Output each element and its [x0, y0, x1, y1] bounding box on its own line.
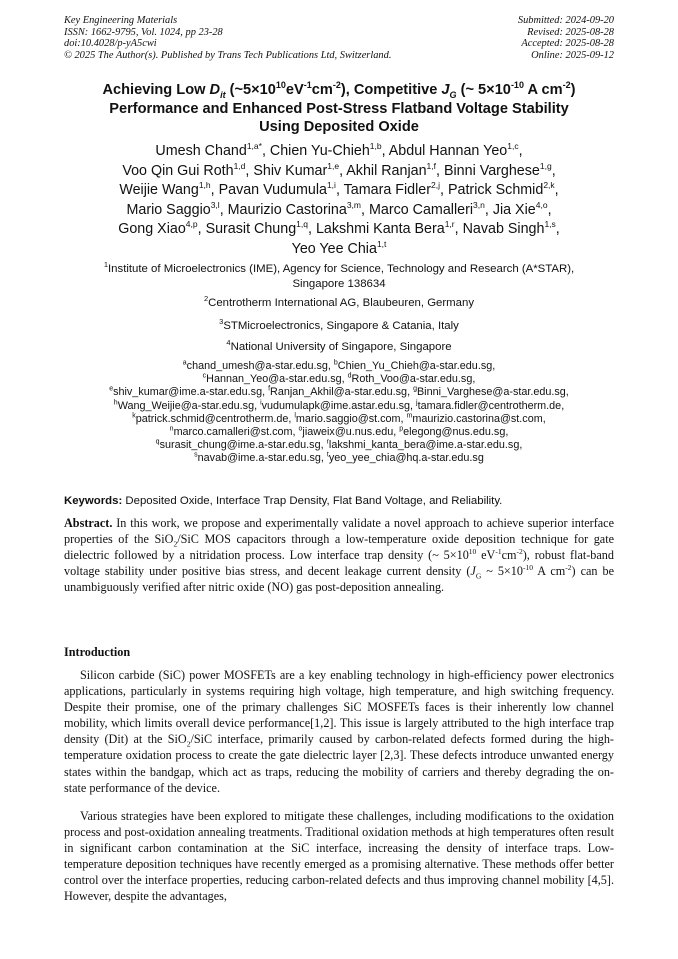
submitted-date: Submitted: 2024-09-20 — [517, 15, 614, 26]
author-name: Abdul Hannan Yeo — [388, 143, 508, 159]
author-name: Gong Xiao — [118, 221, 186, 238]
revised-date: Revised: 2025-08-28 — [527, 26, 614, 38]
author-affiliation-marker: 1,h — [198, 180, 211, 191]
abstract: Abstract. In this work, we propose and experimentally validate a novel approach to achieve superior interface properties of the SiO$_2$/SiC MOS capacitors through a low-temperature oxide deposition technique for gate dielectric followed by a nitridation process. Low interface trap density (~ $5\times 10^{10}$ $eV^{-1}cm^{-2}$), robust flat-band voltage stability under positive bias stress, and decent leakage current density ($J_G$ ~ $5\times 10^{-10}$ A $cm^{-2}$) can be unambiguously verified after nitric oxide (NO) gas post-deposition annealing. — [64, 516, 614, 595]
journal-issn: ISSN: 1662-9795, Vol. 1024, pp 23-28 — [64, 26, 223, 38]
email-line: $^e$shiv_kumar@ime.a-star.edu.sg, $^f$Ranjan_Akhil@a-star.edu.sg, $^g$Binni_Varghese@a-star.edu.sg, — [109, 385, 569, 399]
email-address[interactable]: mario.saggio@st.com — [295, 412, 401, 425]
email-address[interactable]: elegong@nus.edu.sg — [403, 426, 506, 439]
affiliation-1: $^1$Institute of Microelectronics (IME), Agency for Science, Technology and Research (A*STAR), Singapore 138634 — [103, 260, 575, 290]
email-address[interactable]: tamara.fidler@centrotherm.de — [417, 399, 562, 412]
title-line-2: Performance and Enhanced Post-Stress Flatband Voltage Stability — [109, 100, 569, 117]
email-line: $^k$patrick.schmid@centrotherm.de, $^l$mario.saggio@st.com, $^m$maurizio.castorina@st.com, — [132, 412, 546, 425]
journal-doi[interactable]: doi:10.4028/p-yA5cwi — [64, 38, 157, 50]
email-address[interactable]: lakshmi_kanta_bera@ime.a-star.edu.sg — [328, 439, 520, 452]
author-line — [40, 240, 638, 260]
email-address[interactable]: Binni_Varghese@a-star.edu.sg — [416, 386, 566, 399]
author-name: Akhil Ranjan — [346, 162, 427, 179]
author-name: Umesh Chand — [155, 143, 247, 159]
author-name: Tamara Fidler — [343, 182, 432, 199]
author-line: Umesh Chand$^{1,a*}$, Chien Yu-Chieh$^{1,b}$, Abdul Hannan Yeo$^{1,c}$, — [155, 141, 523, 159]
author-affiliation-marker: 2,j — [431, 180, 441, 191]
author-name: Weijie Wang — [119, 182, 199, 199]
email-address[interactable]: patrick.schmid@centrotherm.de — [135, 412, 289, 425]
author-affiliation-marker: 1,s — [544, 219, 556, 230]
author-affiliation-marker: 4,o — [535, 200, 548, 211]
email-line: $^n$marco.camalleri@st.com, $^o$jiaweix@u.nus.edu, $^p$elegong@nus.edu.sg, — [169, 425, 509, 439]
author-affiliation-marker: 1,e — [327, 160, 340, 171]
email-address[interactable]: Roth_Voo@a-star.edu.sg — [351, 373, 473, 386]
email-address[interactable]: Ranjan_Akhil@a-star.edu.sg — [270, 386, 408, 399]
author-name: Yeo Yee Chia — [291, 240, 377, 257]
paper-title — [60, 81, 618, 137]
dates-header — [518, 15, 614, 61]
author-affiliation-marker: 1,d — [233, 160, 246, 171]
abstract-label: Abstract. — [64, 516, 113, 530]
copyright-notice: © 2025 The Author(s). Published by Trans Tech Publications Ltd, Switzerland. — [64, 49, 392, 61]
author-name: Chien Yu-Chieh — [269, 143, 370, 159]
author-affiliation-marker: 1,g — [539, 160, 552, 171]
author-name: Jia Xie — [492, 201, 536, 218]
email-address[interactable]: chand_umesh@a-star.edu.sg — [186, 360, 328, 372]
author-name: Marco Camalleri — [368, 201, 474, 218]
author-affiliation-marker: 1,a* — [246, 141, 262, 152]
affiliation-2: $^2$Centrotherm International AG, Blaubeuren, Germany — [203, 294, 475, 309]
keywords — [64, 494, 614, 508]
email-address[interactable]: shiv_kumar@ime.a-star.edu.sg — [113, 386, 263, 399]
author-name: Patrick Schmid — [447, 182, 544, 199]
email-line: $^c$Hannan_Yeo@a-star.edu.sg, $^d$Roth_Voo@a-star.edu.sg, — [202, 372, 476, 386]
email-line: $^s$navab@ime.a-star.edu.sg, $^t$yeo_yee_chia@hq.a-star.edu.sg — [194, 451, 484, 465]
email-address[interactable]: jiaweix@u.nus.edu — [302, 426, 394, 439]
email-address[interactable]: marco.camalleri@st.com — [173, 426, 293, 439]
keywords-text: Deposited Oxide, Interface Trap Density, Flat Band Voltage, and Reliability. — [122, 495, 503, 507]
author-name: Binni Varghese — [443, 162, 540, 179]
author-name: Pavan Vudumula — [218, 182, 327, 199]
journal-header — [64, 15, 391, 61]
author-affiliation-marker: 1,t — [376, 239, 387, 250]
introduction-paragraph-1: Silicon carbide (SiC) power MOSFETs are a key enabling technology in high-efficiency power electronics applications, particularly in systems requiring high voltage, high temperature, and high switching frequency. Despite their promise, one of the primary challenges SiC MOSFETs faces is their inherently low channel mobility, which limits overall device performance[1,2]. This issue is largely attributed to the high interface trap density (Dit) at the SiO$_2$/SiC interface, primarily caused by carbon-related defects formed during the high-temperature oxidation process to create the gate dielectric layer [2,3]. These defects introduce unwanted energy states within the bandgap, which act as traps, reducing the mobility of carriers and thereby degrading the on-state performance of the device. — [64, 668, 614, 795]
author-name: Shiv Kumar — [253, 162, 328, 179]
author-name: Voo Qin Gui Roth — [122, 162, 234, 179]
email-address[interactable]: surasit_chung@ime.a-star.edu.sg — [159, 439, 321, 452]
email-line: $^h$Wang_Weijie@a-star.edu.sg, $^i$vudumulapk@ime.astar.edu.sg, $^j$tamara.fidler@centrotherm.de, — [113, 399, 565, 412]
author-affiliation-marker: 1,i — [326, 180, 336, 191]
email-line: $^a$chand_umesh@a-star.edu.sg, $^b$Chien_Yu_Chieh@a-star.edu.sg, — [182, 359, 496, 372]
author-list — [40, 142, 638, 260]
affiliation-4: $^4$National University of Singapore, Singapore — [226, 338, 452, 353]
online-date: Online: 2025-09-12 — [531, 49, 614, 61]
author-name: Lakshmi Kanta Bera — [315, 221, 445, 238]
author-affiliation-marker: 1,c — [507, 141, 519, 152]
author-name: Maurizio Castorina — [227, 201, 347, 218]
author-affiliation-marker: 2,k — [543, 180, 555, 191]
author-affiliation-marker: 3,m — [346, 200, 361, 211]
email-line: $^q$surasit_chung@ime.a-star.edu.sg, $^r$lakshmi_kanta_bera@ime.a-star.edu.sg, — [155, 438, 523, 452]
email-address[interactable]: yeo_yee_chia@hq.a-star.edu.sg — [328, 452, 484, 465]
email-address[interactable]: maurizio.castorina@st.com — [412, 412, 543, 425]
introduction-heading: Introduction — [64, 645, 131, 659]
author-line: Weijie Wang$^{1,h}$, Pavan Vudumula$^{1,i}$, Tamara Fidler$^{2,j}$, Patrick Schmid$^{2,k}$, — [119, 180, 559, 199]
journal-name: Key Engineering Materials — [64, 15, 178, 26]
author-affiliation-marker: 1,f — [426, 160, 436, 171]
introduction-paragraph-2: Various strategies have been explored to mitigate these challenges, including modifications to the oxidation process and post-oxidation annealing treatments. Traditional oxidation methods at high temperatures often result in significant carbon contamination at the SiC interface, increasing the density of interface traps. Low-temperature deposition techniques have recently emerged as a promising alternative. These methods offer better control over the interface properties, reducing carbon-related defects and thus improving channel mobility [4,5]. However, despite the advantages, — [64, 809, 614, 904]
author-line: Gong Xiao$^{4,p}$, Surasit Chung$^{1,q}$, Lakshmi Kanta Bera$^{1,r}$, Navab Singh$^{1,s}$, — [118, 219, 560, 238]
author-name: Navab Singh — [462, 221, 545, 238]
author-name: Mario Saggio — [126, 201, 211, 218]
author-affiliation-marker: 1,b — [369, 141, 382, 152]
author-affiliation-marker: 4,p — [185, 219, 198, 230]
keywords-label: Keywords: — [64, 495, 123, 507]
author-name: Surasit Chung — [205, 221, 297, 238]
author-affiliation-marker: 3,l — [210, 200, 220, 211]
author-line: Voo Qin Gui Roth$^{1,d}$, Shiv Kumar$^{1,e}$, Akhil Ranjan$^{1,f}$, Binni Varghese$^{1,g}$, — [122, 160, 556, 179]
email-list — [30, 360, 648, 466]
affiliation-3: $^3$STMicroelectronics, Singapore & Catania, Italy — [219, 317, 459, 332]
title-line-1: Achieving Low $D_{it}$ $(\sim 5\times 10^{10}eV^{-1}cm^{-2})$, Competitive $J_G$ (~ $5\times 10^{-10}$ A $cm^{-2}$) — [102, 80, 576, 100]
email-address[interactable]: navab@ime.a-star.edu.sg — [197, 452, 321, 465]
author-affiliation-marker: 1,q — [296, 219, 308, 230]
title-line-3: Using Deposited Oxide — [259, 119, 419, 136]
email-address[interactable]: Wang_Weijie@a-star.edu.sg — [117, 399, 255, 412]
author-affiliation-marker: 3,n — [473, 200, 485, 211]
author-affiliation-marker: 1,r — [444, 219, 455, 230]
email-address[interactable]: vudumulapk@ime.astar.edu.sg — [261, 399, 411, 412]
author-line: Mario Saggio$^{3,l}$, Maurizio Castorina$^{3,m}$, Marco Camalleri$^{3,n}$, Jia Xie$^{4,o}$, — [126, 200, 552, 218]
email-address[interactable]: Chien_Yu_Chieh@a-star.edu.sg — [337, 360, 493, 372]
accepted-date: Accepted: 2025-08-28 — [521, 38, 614, 50]
email-address[interactable]: Hannan_Yeo@a-star.edu.sg — [206, 373, 342, 386]
